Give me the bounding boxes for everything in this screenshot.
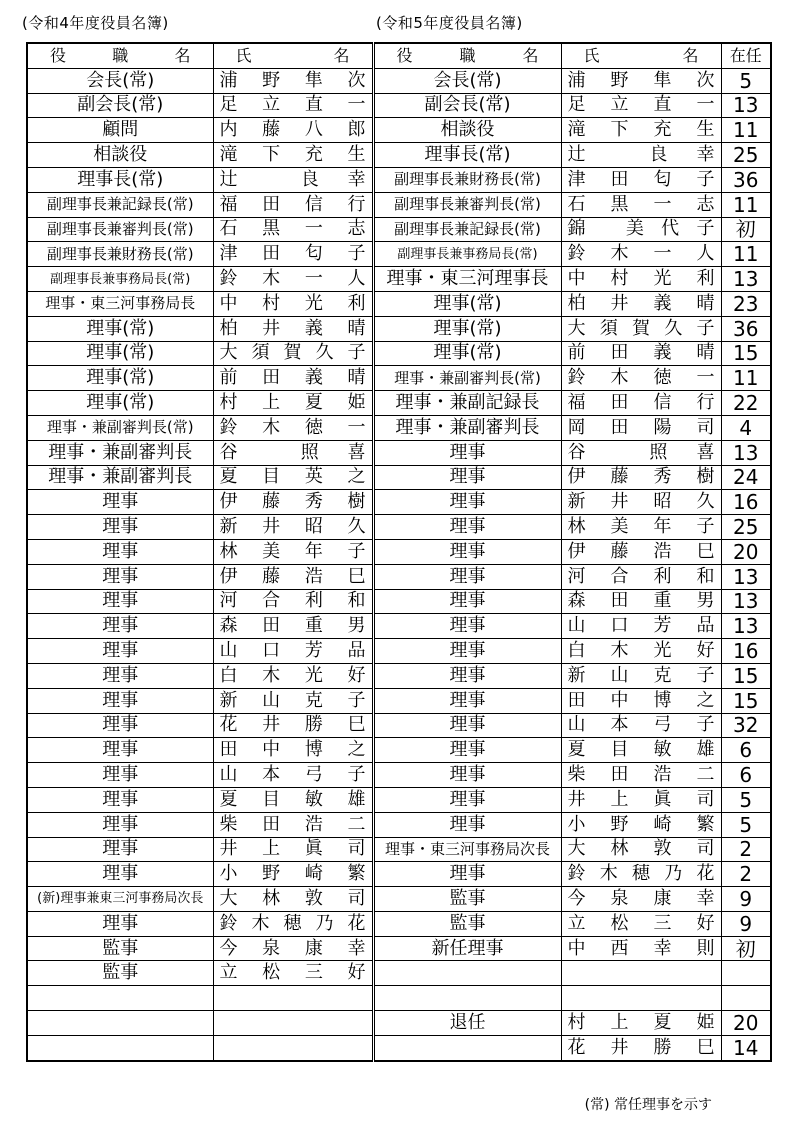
tenure-cell: 5 [721,68,771,93]
name-2022-cell: 小野崎繁 [213,862,373,887]
tenure-cell: 24 [721,465,771,490]
table-row [27,267,771,292]
role-2022-cell: 副理事長兼事務局長(常) [27,267,213,292]
name-2023-cell: 柴田浩二 [561,763,721,788]
role-2023-cell: 理事 [373,862,561,887]
role-2023-cell: 理事・東三河事務局次長 [373,837,561,862]
tenure-cell: 36 [721,316,771,341]
name-2022-cell: 鈴木穂乃花 [213,911,373,936]
role-2022-cell: 理事 [27,688,213,713]
name-2022-cell: 谷 照喜 [213,440,373,465]
name-2022-cell: 石黒一志 [213,217,373,242]
role-2022-cell: 副理事長兼審判長(常) [27,217,213,242]
table-row [27,887,771,912]
name-2022-cell: 内藤八郎 [213,118,373,143]
table-row [27,564,771,589]
tenure-cell: 20 [721,1011,771,1036]
name-2023-cell: 井上眞司 [561,787,721,812]
name-2023-cell: 山口芳品 [561,614,721,639]
name-2023-cell: 森田重男 [561,589,721,614]
role-2023-cell: 理事 [373,812,561,837]
tenure-cell: 36 [721,167,771,192]
table-row [27,911,771,936]
name-2022-cell: 福田信行 [213,192,373,217]
name-2022-cell: 立松三好 [213,961,373,986]
name-2023-cell: 津田匂子 [561,167,721,192]
table-row [27,515,771,540]
name-2022-cell: 新山克子 [213,688,373,713]
tenure-cell: 16 [721,490,771,515]
table-row [27,862,771,887]
name-2022-cell: 新井昭久 [213,515,373,540]
table-row [27,242,771,267]
table-row [27,713,771,738]
table-row [27,539,771,564]
name-2023-cell: 辻 良幸 [561,143,721,168]
role-2022-cell: 理事 [27,639,213,664]
role-2022-cell: 理事 [27,862,213,887]
name-2022-cell: 田中博之 [213,738,373,763]
role-2023-cell: 理事 [373,787,561,812]
role-2022-cell: 理事・兼副審判長 [27,465,213,490]
role-2023-cell: 理事 [373,465,561,490]
role-2023-cell: 理事 [373,639,561,664]
role-2023-cell: 相談役 [373,118,561,143]
role-2022-cell: 理事 [27,663,213,688]
role-2022-cell: (新)理事兼東三河事務局次長 [27,887,213,912]
name-2023-cell: 新山克子 [561,663,721,688]
table-row [27,961,771,986]
role-2023-cell: 退任 [373,1011,561,1036]
tenure-cell: 6 [721,763,771,788]
role-2023-cell: 監事 [373,911,561,936]
tenure-cell: 4 [721,415,771,440]
role-2023-cell: 理事 [373,515,561,540]
name-2022-cell: 中村光利 [213,291,373,316]
name-2022-cell: 前田義晴 [213,366,373,391]
name-2023-cell: 田中博之 [561,688,721,713]
name-2023-cell: 鈴木一人 [561,242,721,267]
role-2023-cell: 理事 [373,713,561,738]
name-2023-cell: 伊藤秀樹 [561,465,721,490]
name-2023-cell: 中村光利 [561,267,721,292]
table-row [27,1011,771,1036]
table-row [27,614,771,639]
table-row [27,391,771,416]
tenure-cell: 32 [721,713,771,738]
tenure-cell: 13 [721,93,771,118]
name-2022-cell: 柴田浩二 [213,812,373,837]
roster-table [26,42,772,1062]
role-2023-cell: 理事 [373,564,561,589]
name-2023-cell: 白木光好 [561,639,721,664]
role-2022-cell: 理事 [27,713,213,738]
name-2022-cell: 津田匂子 [213,242,373,267]
role-2023-cell: 理事 [373,589,561,614]
table-row [27,837,771,862]
name-2022-cell: 夏目英之 [213,465,373,490]
name-2022-cell: 伊藤浩巳 [213,564,373,589]
role-2023-cell [373,961,561,986]
column-header: 氏名 [561,43,721,68]
role-2022-cell: 理事・兼副審判長 [27,440,213,465]
name-2022-cell: 足立直一 [213,93,373,118]
name-2023-cell: 前田義晴 [561,341,721,366]
name-2023-cell: 錦 美代子 [561,217,721,242]
name-2022-cell: 浦野隼次 [213,68,373,93]
name-2022-cell: 大林敦司 [213,887,373,912]
table-row [27,93,771,118]
role-2022-cell: 理事 [27,738,213,763]
name-2023-cell: 夏目敏雄 [561,738,721,763]
name-2022-cell: 山口芳品 [213,639,373,664]
name-2023-cell: 立松三好 [561,911,721,936]
tenure-cell: 2 [721,837,771,862]
role-2022-cell: 理事(常) [27,341,213,366]
name-2023-cell: 大須賀久子 [561,316,721,341]
role-2022-cell: 監事 [27,961,213,986]
table-row [27,663,771,688]
table-row [27,490,771,515]
role-2022-cell: 理事 [27,787,213,812]
table-row [27,291,771,316]
role-2023-cell: 副会長(常) [373,93,561,118]
tenure-cell: 13 [721,614,771,639]
name-2023-cell: 花井勝巳 [561,1035,721,1060]
tenure-cell: 13 [721,589,771,614]
role-2023-cell: 新任理事 [373,936,561,961]
table-row [27,763,771,788]
table-row [27,1035,771,1060]
tenure-cell: 初 [721,217,771,242]
role-2022-cell: 理事・東三河事務局長 [27,291,213,316]
role-2023-cell: 理事(常) [373,316,561,341]
tenure-cell: 9 [721,911,771,936]
name-2023-cell [561,961,721,986]
name-2023-cell: 新井昭久 [561,490,721,515]
tenure-cell: 16 [721,639,771,664]
name-2022-cell: 辻 良幸 [213,167,373,192]
tenure-cell: 5 [721,787,771,812]
role-2022-cell: 理事 [27,911,213,936]
name-2022-cell: 花井勝巳 [213,713,373,738]
right-header: (令和5年度役員名簿) [376,14,523,32]
name-2023-cell: 大林敦司 [561,837,721,862]
role-2022-cell: 監事 [27,936,213,961]
role-2023-cell: 理事 [373,663,561,688]
tenure-cell: 11 [721,366,771,391]
table-row [27,812,771,837]
role-2023-cell: 理事・兼副審判長 [373,415,561,440]
name-2023-cell [561,986,721,1011]
name-2023-cell: 鈴木穂乃花 [561,862,721,887]
role-2023-cell: 副理事長兼審判長(常) [373,192,561,217]
role-2022-cell: 理事 [27,539,213,564]
name-2022-cell: 河合利和 [213,589,373,614]
column-header: 在任 [721,43,771,68]
role-2022-cell: 理事(常) [27,391,213,416]
role-2022-cell: 理事 [27,515,213,540]
name-2023-cell: 村上夏姫 [561,1011,721,1036]
role-2023-cell: 理事 [373,688,561,713]
role-2022-cell: 理事 [27,837,213,862]
table-row [27,217,771,242]
name-2022-cell: 山本弓子 [213,763,373,788]
column-header: 役職名 [27,43,213,68]
role-2022-cell: 副会長(常) [27,93,213,118]
table-row [27,341,771,366]
table-row [27,415,771,440]
name-2022-cell: 鈴木徳一 [213,415,373,440]
table-row [27,738,771,763]
table-row [27,118,771,143]
name-2023-cell: 今泉康幸 [561,887,721,912]
tenure-cell: 5 [721,812,771,837]
name-2023-cell: 伊藤浩巳 [561,539,721,564]
table-row [27,143,771,168]
role-2022-cell [27,986,213,1011]
role-2022-cell: 副理事長兼記録長(常) [27,192,213,217]
tenure-cell: 15 [721,341,771,366]
role-2022-cell [27,1035,213,1060]
role-2022-cell: 理事長(常) [27,167,213,192]
role-2022-cell: 理事 [27,564,213,589]
role-2023-cell: 理事・兼副審判長(常) [373,366,561,391]
tenure-cell: 22 [721,391,771,416]
role-2022-cell: 相談役 [27,143,213,168]
role-2023-cell: 副理事長兼財務長(常) [373,167,561,192]
tenure-cell: 9 [721,887,771,912]
name-2023-cell: 河合利和 [561,564,721,589]
tenure-cell: 25 [721,143,771,168]
column-header: 役職名 [373,43,561,68]
table-row [27,936,771,961]
role-2023-cell: 理事(常) [373,341,561,366]
name-2022-cell [213,986,373,1011]
tenure-cell: 15 [721,688,771,713]
tenure-cell: 初 [721,936,771,961]
role-2023-cell: 理事・兼副記録長 [373,391,561,416]
name-2023-cell: 中西幸則 [561,936,721,961]
table-row [27,465,771,490]
role-2022-cell [27,1011,213,1036]
role-2023-cell: 理事 [373,440,561,465]
role-2023-cell: 理事 [373,614,561,639]
name-2022-cell: 森田重男 [213,614,373,639]
name-2023-cell: 谷 照喜 [561,440,721,465]
role-2022-cell: 理事 [27,812,213,837]
table-row [27,366,771,391]
table-row [27,440,771,465]
role-2022-cell: 顧問 [27,118,213,143]
tenure-cell: 25 [721,515,771,540]
name-2022-cell: 滝下充生 [213,143,373,168]
role-2022-cell: 理事 [27,589,213,614]
tenure-cell: 11 [721,242,771,267]
role-2023-cell: 理事長(常) [373,143,561,168]
name-2022-cell: 柏井義晴 [213,316,373,341]
tenure-cell: 13 [721,267,771,292]
role-2022-cell: 副理事長兼財務長(常) [27,242,213,267]
name-2022-cell: 白木光好 [213,663,373,688]
name-2022-cell: 今泉康幸 [213,936,373,961]
role-2022-cell: 理事(常) [27,366,213,391]
name-2023-cell: 福田信行 [561,391,721,416]
role-2023-cell [373,986,561,1011]
name-2023-cell: 滝下充生 [561,118,721,143]
tenure-cell: 15 [721,663,771,688]
role-2022-cell: 理事 [27,763,213,788]
name-2022-cell: 伊藤秀樹 [213,490,373,515]
left-header: (令和4年度役員名簿) [22,14,169,32]
name-2023-cell: 浦野隼次 [561,68,721,93]
name-2023-cell: 石黒一志 [561,192,721,217]
role-2023-cell: 理事 [373,539,561,564]
table-row [27,787,771,812]
tenure-cell: 11 [721,192,771,217]
name-2023-cell: 柏井義晴 [561,291,721,316]
role-2023-cell: 理事 [373,738,561,763]
table-row [27,639,771,664]
role-2023-cell: 会長(常) [373,68,561,93]
tenure-cell: 11 [721,118,771,143]
table-row [27,167,771,192]
role-2022-cell: 理事 [27,614,213,639]
role-2022-cell: 理事(常) [27,316,213,341]
name-2022-cell: 夏目敏雄 [213,787,373,812]
tenure-cell [721,986,771,1011]
tenure-cell: 2 [721,862,771,887]
table-row [27,316,771,341]
name-2023-cell: 鈴木徳一 [561,366,721,391]
role-2023-cell: 理事・東三河理事長 [373,267,561,292]
name-2022-cell: 井上眞司 [213,837,373,862]
name-2023-cell: 足立直一 [561,93,721,118]
tenure-cell: 6 [721,738,771,763]
name-2022-cell: 大須賀久子 [213,341,373,366]
footnote: (常) 常任理事を示す [584,1097,712,1113]
role-2023-cell: 監事 [373,887,561,912]
role-2023-cell: 副理事長兼事務局長(常) [373,242,561,267]
name-2023-cell: 岡田陽司 [561,415,721,440]
role-2023-cell: 副理事長兼記録長(常) [373,217,561,242]
table-row [27,986,771,1011]
name-2022-cell: 鈴木一人 [213,267,373,292]
name-2023-cell: 林美年子 [561,515,721,540]
tenure-cell: 13 [721,440,771,465]
name-2022-cell [213,1011,373,1036]
role-2023-cell: 理事(常) [373,291,561,316]
tenure-cell [721,961,771,986]
role-2022-cell: 会長(常) [27,68,213,93]
table-row [27,688,771,713]
name-2023-cell: 山本弓子 [561,713,721,738]
table-row [27,192,771,217]
header-row [27,43,771,68]
role-2023-cell: 理事 [373,490,561,515]
column-header: 氏名 [213,43,373,68]
role-2023-cell [373,1035,561,1060]
name-2023-cell: 小野崎繁 [561,812,721,837]
tenure-cell: 13 [721,564,771,589]
role-2022-cell: 理事・兼副審判長(常) [27,415,213,440]
role-2023-cell: 理事 [373,763,561,788]
table-row [27,589,771,614]
table-row [27,68,771,93]
tenure-cell: 20 [721,539,771,564]
name-2022-cell [213,1035,373,1060]
name-2022-cell: 林美年子 [213,539,373,564]
name-2022-cell: 村上夏姫 [213,391,373,416]
tenure-cell: 23 [721,291,771,316]
tenure-cell: 14 [721,1035,771,1060]
role-2022-cell: 理事 [27,490,213,515]
